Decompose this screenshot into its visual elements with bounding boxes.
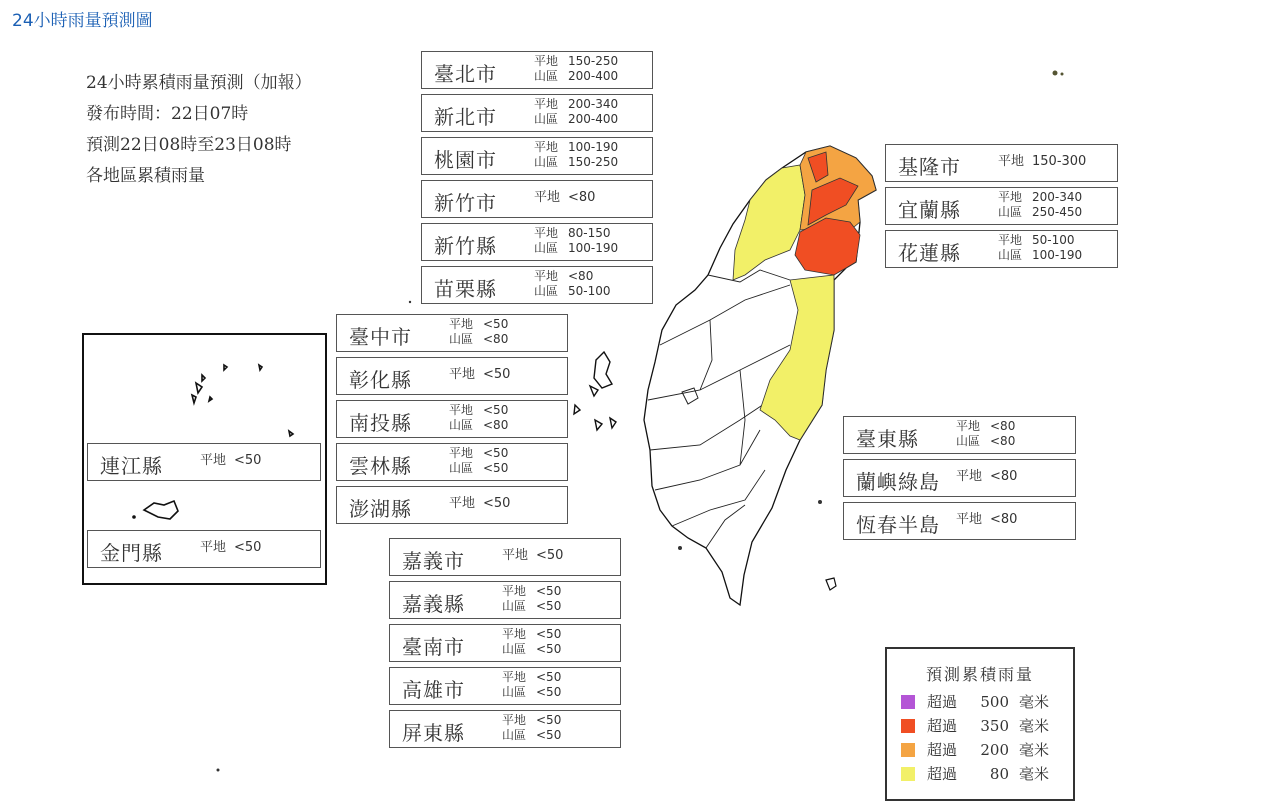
legend-prefix: 超過: [927, 693, 958, 711]
plain-rainfall: [449, 446, 508, 461]
mountain-rainfall: [502, 685, 561, 700]
mountain-label: 山區: [449, 332, 474, 346]
plain-value: <50: [483, 367, 511, 382]
plain-rainfall: [200, 453, 261, 468]
region-name: 苗栗縣: [434, 277, 497, 301]
region-name: 基隆市: [898, 155, 961, 179]
region-name: 恆春半島: [856, 513, 940, 537]
mountain-value: 50-100: [568, 284, 611, 298]
plain-label: 平地: [449, 496, 476, 511]
region-box-keelung-city: [885, 144, 1118, 182]
region-box-yilan-county: [885, 187, 1118, 225]
mountain-value: 200-400: [568, 112, 619, 126]
region-box-lienchiang-county: [87, 443, 321, 481]
mountain-value: 100-190: [1032, 248, 1083, 262]
plain-value: <50: [536, 548, 564, 563]
mountain-label: 山區: [534, 241, 559, 255]
plain-label: 平地: [502, 670, 527, 684]
mountain-label: 山區: [534, 155, 559, 169]
region-name: 臺北市: [434, 62, 497, 86]
plain-value: <50: [483, 317, 509, 331]
mountain-rainfall: [998, 205, 1082, 220]
plain-rainfall: [534, 140, 618, 155]
region-box-hualien-county: [885, 230, 1118, 268]
plain-label: 平地: [534, 269, 559, 283]
region-name: 臺中市: [349, 325, 412, 349]
plain-value: <80: [568, 190, 596, 205]
plain-value: <80: [990, 419, 1016, 433]
mountain-rainfall: [502, 728, 561, 743]
legend-swatch: [901, 695, 915, 709]
region-name: 嘉義市: [402, 549, 465, 573]
plain-label: 平地: [956, 512, 983, 527]
region-box-hsinchu-city: [421, 180, 653, 218]
plain-label: 平地: [449, 317, 474, 331]
mountain-label: 山區: [502, 642, 527, 656]
mountain-value: <80: [483, 332, 509, 346]
legend-prefix: 超過: [927, 765, 958, 783]
legend: [885, 647, 1075, 801]
mountain-value: <50: [483, 461, 509, 475]
mountain-rainfall: [534, 241, 618, 256]
plain-rainfall: [534, 269, 611, 284]
plain-value: 200-340: [568, 97, 619, 111]
plain-value: 200-340: [1032, 190, 1083, 204]
plain-rainfall: [956, 512, 1017, 527]
plain-value: 80-150: [568, 226, 611, 240]
legend-title: 預測累積雨量: [925, 665, 1034, 684]
legend-amount: 350: [980, 717, 1010, 735]
mountain-label: 山區: [502, 728, 527, 742]
region-box-tainan-city: [389, 624, 621, 662]
region-name: 蘭嶼綠島: [856, 470, 940, 494]
mountain-label: 山區: [534, 69, 559, 83]
mountain-label: 山區: [534, 284, 559, 298]
plain-value: <50: [483, 446, 509, 460]
region-box-changhua-county: [336, 357, 568, 395]
plain-label: 平地: [502, 627, 527, 641]
plain-label: 平地: [534, 140, 559, 154]
legend-swatch: [901, 719, 915, 733]
plain-rainfall: [449, 317, 508, 332]
plain-value: <50: [483, 496, 511, 511]
region-box-kaohsiung-city: [389, 667, 621, 705]
plain-rainfall: [449, 496, 510, 511]
plain-label: 平地: [449, 446, 474, 460]
plain-rainfall: [998, 190, 1082, 205]
plain-value: <50: [536, 670, 562, 684]
plain-rainfall: [449, 403, 508, 418]
region-name: 連江縣: [100, 454, 163, 478]
region-name: 新北市: [434, 105, 497, 129]
mountain-value: 150-250: [568, 155, 619, 169]
mountain-value: 200-400: [568, 69, 619, 83]
mountain-value: <50: [536, 642, 562, 656]
page-title: 24小時雨量預測圖: [12, 11, 153, 31]
mountain-rainfall: [449, 418, 508, 433]
plain-value: <80: [990, 512, 1018, 527]
lanyu-island: [826, 578, 836, 590]
plain-label: 平地: [534, 226, 559, 240]
mountain-value: <50: [536, 599, 562, 613]
plain-value: 100-190: [568, 140, 619, 154]
plain-label: 平地: [956, 419, 981, 433]
penghu-islands: [574, 352, 616, 430]
info-title: 24小時累積雨量預測（加報）: [86, 73, 312, 93]
plain-rainfall: [956, 419, 1015, 434]
plain-rainfall: [502, 548, 563, 563]
region-name: 屏東縣: [402, 721, 465, 745]
plain-value: 150-300: [1032, 154, 1087, 169]
mountain-rainfall: [449, 332, 508, 347]
region-box-lanyu-ludao: [843, 459, 1076, 497]
mountain-rainfall: [956, 434, 1015, 449]
mountain-value: <80: [483, 418, 509, 432]
plain-value: <50: [234, 540, 262, 555]
legend-amount: 80: [989, 765, 1010, 783]
mountain-rainfall: [534, 69, 618, 84]
plain-value: <50: [536, 627, 562, 641]
legend-swatch: [901, 743, 915, 757]
region-name: 桃園市: [434, 148, 497, 172]
plain-label: 平地: [502, 584, 527, 598]
plain-value: <80: [568, 269, 594, 283]
legend-unit: 毫米: [1019, 765, 1050, 783]
region-box-penghu-county: [336, 486, 568, 524]
mountain-value: <50: [536, 685, 562, 699]
plain-label: 平地: [502, 713, 527, 727]
mountain-label: 山區: [956, 434, 981, 448]
plain-rainfall: [998, 233, 1082, 248]
plain-label: 平地: [200, 540, 227, 555]
plain-value: <80: [990, 469, 1018, 484]
region-box-hengchun-peninsula: [843, 502, 1076, 540]
mountain-rainfall: [449, 461, 508, 476]
region-box-miaoli-county: [421, 266, 653, 304]
issue-time: 發布時間：22日07時: [86, 104, 249, 124]
region-name: 宜蘭縣: [898, 198, 961, 222]
info-caption: 各地區累積雨量: [86, 166, 205, 186]
plain-label: 平地: [200, 453, 227, 468]
mountain-rainfall: [998, 248, 1082, 263]
plain-rainfall: [998, 154, 1086, 169]
legend-unit: 毫米: [1019, 741, 1050, 759]
legend-amount: 200: [980, 741, 1010, 759]
plain-rainfall: [502, 584, 561, 599]
legend-amount: 500: [980, 693, 1010, 711]
plain-value: 50-100: [1032, 233, 1075, 247]
legend-swatch: [901, 767, 915, 781]
legend-unit: 毫米: [1019, 717, 1050, 735]
region-name: 新竹縣: [434, 234, 497, 258]
plain-label: 平地: [449, 403, 474, 417]
plain-label: 平地: [956, 469, 983, 484]
legend-item: [901, 691, 1049, 712]
plain-value: <50: [483, 403, 509, 417]
mountain-label: 山區: [449, 418, 474, 432]
region-box-hsinchu-county: [421, 223, 653, 261]
region-box-chiayi-city: [389, 538, 621, 576]
plain-rainfall: [449, 367, 510, 382]
plain-rainfall: [534, 54, 618, 69]
plain-label: 平地: [534, 97, 559, 111]
mountain-rainfall: [502, 599, 561, 614]
plain-value: 150-250: [568, 54, 619, 68]
mountain-label: 山區: [449, 461, 474, 475]
region-name: 彰化縣: [349, 368, 412, 392]
region-box-nantou-county: [336, 400, 568, 438]
plain-rainfall: [502, 627, 561, 642]
region-box-taipei-city: [421, 51, 653, 89]
forecast-period: 預測22日08時至23日08時: [86, 135, 292, 155]
mountain-rainfall: [534, 284, 611, 299]
mountain-label: 山區: [998, 205, 1023, 219]
legend-unit: 毫米: [1019, 693, 1050, 711]
region-name: 花蓮縣: [898, 241, 961, 265]
plain-label: 平地: [449, 367, 476, 382]
region-name: 嘉義縣: [402, 592, 465, 616]
region-name: 臺南市: [402, 635, 465, 659]
legend-prefix: 超過: [927, 741, 958, 759]
plain-rainfall: [956, 469, 1017, 484]
region-box-taoyuan-city: [421, 137, 653, 175]
plain-value: <50: [536, 584, 562, 598]
region-name: 金門縣: [100, 541, 163, 565]
mountain-value: 250-450: [1032, 205, 1083, 219]
plain-label: 平地: [998, 233, 1023, 247]
plain-value: <50: [536, 713, 562, 727]
plain-label: 平地: [998, 154, 1025, 169]
region-name: 臺東縣: [856, 427, 919, 451]
region-box-taitung-county: [843, 416, 1076, 454]
mountain-rainfall: [534, 112, 618, 127]
plain-value: <50: [234, 453, 262, 468]
region-name: 新竹市: [434, 191, 497, 215]
legend-prefix: 超過: [927, 717, 958, 735]
region-box-pingtung-county: [389, 710, 621, 748]
region-box-new-taipei-city: [421, 94, 653, 132]
region-name: 高雄市: [402, 678, 465, 702]
mountain-label: 山區: [998, 248, 1023, 262]
legend-item: [901, 739, 1049, 760]
plain-label: 平地: [534, 54, 559, 68]
mountain-value: <80: [990, 434, 1016, 448]
plain-rainfall: [502, 713, 561, 728]
plain-rainfall: [502, 670, 561, 685]
mountain-value: 100-190: [568, 241, 619, 255]
region-box-kinmen-county: [87, 530, 321, 568]
region-box-chiayi-county: [389, 581, 621, 619]
mountain-value: <50: [536, 728, 562, 742]
mountain-label: 山區: [502, 599, 527, 613]
legend-item: [901, 715, 1049, 736]
region-box-taichung-city: [336, 314, 568, 352]
plain-rainfall: [200, 540, 261, 555]
mountain-rainfall: [502, 642, 561, 657]
mountain-label: 山區: [502, 685, 527, 699]
plain-rainfall: [534, 190, 595, 205]
mountain-rainfall: [534, 155, 618, 170]
region-name: 雲林縣: [349, 454, 412, 478]
legend-item: [901, 763, 1049, 784]
plain-rainfall: [534, 97, 618, 112]
plain-label: 平地: [534, 190, 561, 205]
region-name: 南投縣: [349, 411, 412, 435]
region-box-yunlin-county: [336, 443, 568, 481]
plain-label: 平地: [998, 190, 1023, 204]
plain-label: 平地: [502, 548, 529, 563]
region-name: 澎湖縣: [349, 497, 412, 521]
plain-rainfall: [534, 226, 618, 241]
mountain-label: 山區: [534, 112, 559, 126]
